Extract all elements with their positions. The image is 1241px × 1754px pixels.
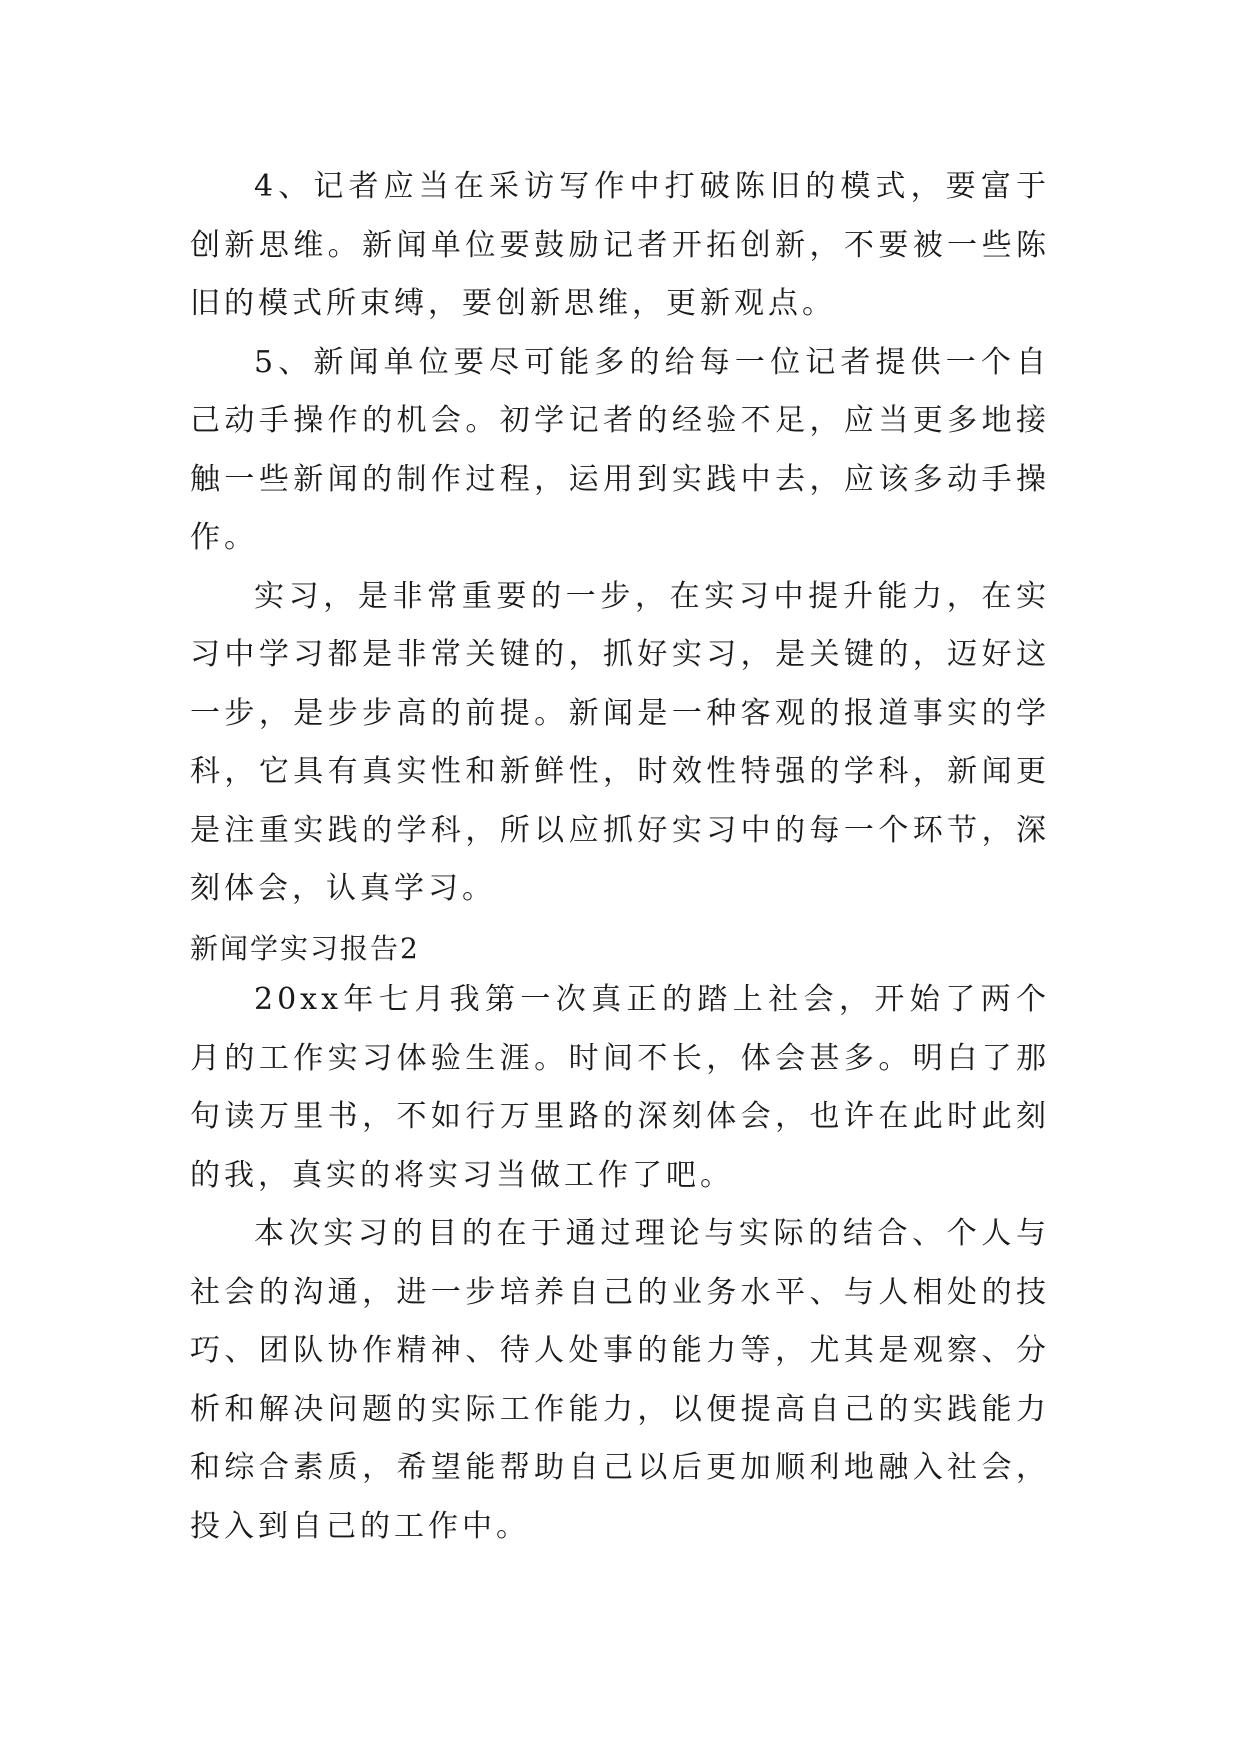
paragraph-internship-purpose: 本次实习的目的在于通过理论与实际的结合、个人与社会的沟通，进一步培养自己的业务水平、与人相处的技巧、团队协作精神、待人处事的能力等，尤其是观察、分析和解决问题的实际工作能力，以便提高自己的实践能力和综合素质，希望能帮助自己以后更加顺利地融入社会，投入到自己的工作中。: [190, 1216, 1050, 1544]
section-2-body: [190, 971, 1050, 1556]
section-1-body: [190, 158, 1050, 919]
paragraph-first-experience: 20xx年七月我第一次真正的踏上社会，开始了两个月的工作实习体验生涯。时间不长，体会甚多。明白了那句读万里书，不如行万里路的深刻体会，也许在此时此刻的我，真实的将实习当做工作了吧。: [190, 982, 1050, 1193]
paragraph-item-5: 5、新闻单位要尽可能多的给每一位记者提供一个自己动手操作的机会。初学记者的经验不足，应当更多地接触一些新闻的制作过程，运用到实践中去，应该多动手操作。: [190, 344, 1050, 555]
paragraph-item-4: 4、记者应当在采访写作中打破陈旧的模式，要富于创新思维。新闻单位要鼓励记者开拓创新，不要被一些陈旧的模式所束缚，要创新思维，更新观点。: [190, 169, 1050, 321]
paragraph-internship-summary: 实习，是非常重要的一步，在实习中提升能力，在实习中学习都是非常关键的，抓好实习，是关键的，迈好这一步，是步步高的前提。新闻是一种客观的报道事实的学科，它具有真实性和新鲜性，时效性特强的学科，新闻更是注重实践的学科，所以应抓好实习中的每一个环节，深刻体会，认真学习。: [190, 578, 1050, 906]
section-2-heading: 新闻学实习报告2: [190, 932, 420, 965]
